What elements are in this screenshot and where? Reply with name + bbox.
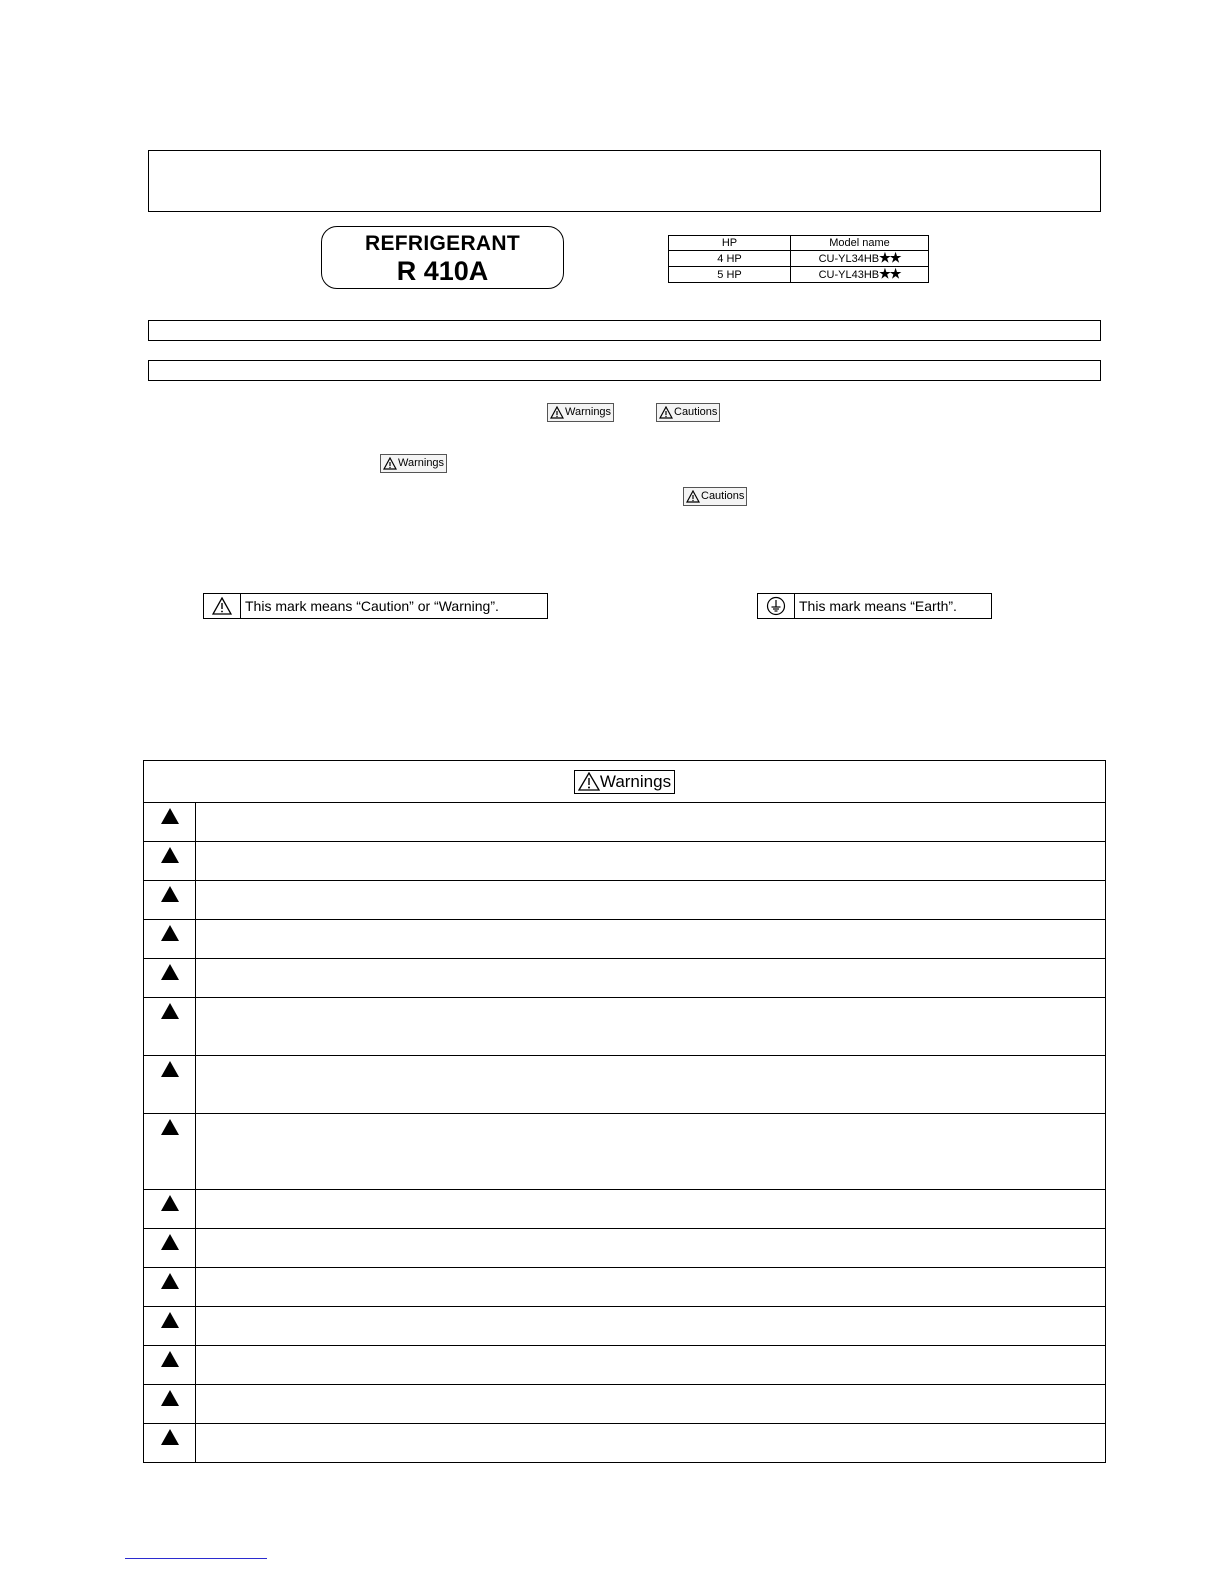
warnings-header-tag: [574, 770, 675, 794]
cautions-tag-label: Cautions: [701, 490, 745, 502]
warning-triangle-icon: [212, 597, 232, 615]
cell-model: [791, 267, 929, 283]
filled-triangle-icon: [161, 1195, 179, 1211]
model-suffix: ★★: [879, 266, 901, 281]
warning-row: [144, 1424, 1105, 1462]
warning-row-icon-cell: [144, 959, 196, 997]
warning-row: [144, 881, 1105, 920]
model-name: CU-YL43HB: [818, 269, 880, 281]
warning-row: [144, 959, 1105, 998]
cautions-tag-label: Cautions: [674, 406, 718, 418]
heading-bar-1: [148, 320, 1101, 341]
filled-triangle-icon: [161, 1234, 179, 1250]
warning-rows: [144, 803, 1105, 1462]
warning-row-text: [196, 998, 1105, 1055]
warning-row: [144, 1056, 1105, 1114]
filled-triangle-icon: [161, 1312, 179, 1328]
warning-row-text: [196, 803, 1105, 841]
warning-row-text: [196, 1190, 1105, 1228]
warning-row-icon-cell: [144, 842, 196, 880]
cautions-tag: [683, 487, 747, 506]
warning-row-text: [196, 1229, 1105, 1267]
warning-triangle-icon: [578, 772, 600, 791]
filled-triangle-icon: [161, 1003, 179, 1019]
warning-row-text: [196, 1346, 1105, 1384]
warning-row-text: [196, 1307, 1105, 1345]
warning-row: [144, 842, 1105, 881]
top-notice-box: [148, 150, 1101, 212]
caution-legend-symbol: [204, 594, 241, 618]
warning-row: [144, 803, 1105, 842]
filled-triangle-icon: [161, 1390, 179, 1406]
filled-triangle-icon: [161, 808, 179, 824]
warnings-tag-label: Warnings: [565, 406, 612, 418]
warning-row: [144, 920, 1105, 959]
filled-triangle-icon: [161, 964, 179, 980]
warning-row: [144, 1190, 1105, 1229]
header-hp: HP: [669, 236, 791, 251]
warnings-header-label: Warnings: [599, 771, 672, 791]
model-name: CU-YL34HB: [818, 253, 880, 265]
warning-row-text: [196, 1056, 1105, 1113]
warning-row-text: [196, 842, 1105, 880]
warnings-tag: [380, 454, 447, 473]
warning-row-icon-cell: [144, 1385, 196, 1423]
cell-hp: 4 HP: [669, 251, 791, 267]
filled-triangle-icon: [161, 925, 179, 941]
warning-row-icon-cell: [144, 1346, 196, 1384]
warnings-tag-label: Warnings: [398, 457, 445, 469]
earth-legend: [757, 593, 992, 619]
warning-row-icon-cell: [144, 881, 196, 919]
refrigerant-label: [321, 226, 564, 289]
heading-bar-2: [148, 360, 1101, 381]
warning-row-icon-cell: [144, 1424, 196, 1462]
refrigerant-label-line2: R 410A: [396, 256, 489, 286]
warning-row: [144, 1114, 1105, 1190]
warning-row: [144, 1346, 1105, 1385]
warnings-tag: [547, 403, 614, 422]
warning-row: [144, 998, 1105, 1056]
refrigerant-label-line1: REFRIGERANT: [365, 232, 520, 255]
warning-row-icon-cell: [144, 1190, 196, 1228]
filled-triangle-icon: [161, 1119, 179, 1135]
model-table-row: [669, 267, 929, 283]
warnings-table-header: [144, 761, 1105, 803]
warning-row-text: [196, 1385, 1105, 1423]
filled-triangle-icon: [161, 1429, 179, 1445]
model-suffix: ★★: [879, 250, 901, 265]
warning-row: [144, 1268, 1105, 1307]
filled-triangle-icon: [161, 1351, 179, 1367]
warning-row: [144, 1307, 1105, 1346]
filled-triangle-icon: [161, 1273, 179, 1289]
model-table-row: [669, 251, 929, 267]
warning-row-icon-cell: [144, 1307, 196, 1345]
warning-row-text: [196, 1424, 1105, 1462]
warning-row-icon-cell: [144, 1229, 196, 1267]
caution-legend-text: This mark means “Caution” or “Warning”.: [245, 598, 499, 614]
footer-link-line: [125, 1558, 267, 1559]
warning-triangle-icon: [659, 406, 673, 419]
warning-row-text: [196, 959, 1105, 997]
warning-row-icon-cell: [144, 1056, 196, 1113]
warning-row-icon-cell: [144, 803, 196, 841]
filled-triangle-icon: [161, 847, 179, 863]
header-model-name: Model name: [791, 236, 929, 251]
warning-row-icon-cell: [144, 920, 196, 958]
cell-model: [791, 251, 929, 267]
warning-row-text: [196, 1268, 1105, 1306]
warning-row-icon-cell: [144, 1268, 196, 1306]
warning-triangle-icon: [550, 406, 564, 419]
cell-hp: 5 HP: [669, 267, 791, 283]
earth-ground-icon: [766, 596, 786, 616]
warning-row-text: [196, 920, 1105, 958]
warning-triangle-icon: [383, 457, 397, 470]
warning-row-text: [196, 881, 1105, 919]
model-table-header: [669, 236, 929, 251]
cautions-tag: [656, 403, 720, 422]
warning-row-icon-cell: [144, 1114, 196, 1189]
warning-row-icon-cell: [144, 998, 196, 1055]
model-table: [668, 235, 929, 283]
caution-legend: [203, 593, 548, 619]
warning-row: [144, 1385, 1105, 1424]
warning-row: [144, 1229, 1105, 1268]
earth-legend-text: This mark means “Earth”.: [799, 598, 957, 614]
filled-triangle-icon: [161, 1061, 179, 1077]
warning-triangle-icon: [686, 490, 700, 503]
earth-legend-symbol: [758, 594, 795, 618]
filled-triangle-icon: [161, 886, 179, 902]
warnings-table: [143, 760, 1106, 1463]
warning-row-text: [196, 1114, 1105, 1189]
